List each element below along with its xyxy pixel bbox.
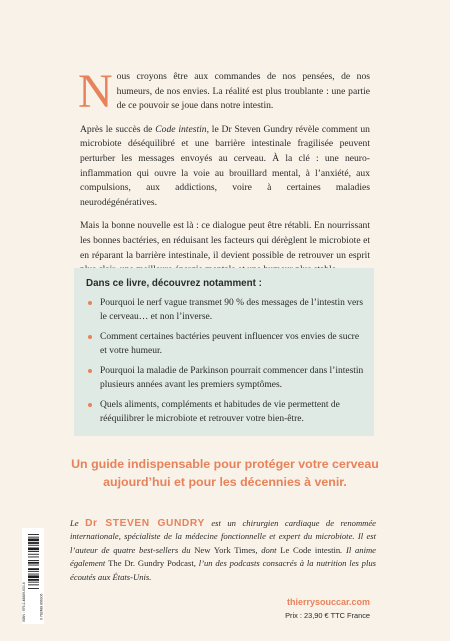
barcode-bar	[28, 545, 39, 546]
barcode-bar	[28, 574, 39, 575]
barcode-bar	[28, 562, 39, 564]
barcode-isbn: ISBN : 979-2-48889-630-6	[22, 582, 27, 622]
barcode-bar	[28, 542, 39, 544]
barcode-bar	[28, 551, 39, 552]
barcode-bar	[28, 548, 39, 551]
list-item-text: Comment certaines bactéries peuvent influencer vos envies de sucre et votre humeur.	[100, 332, 360, 356]
barcode-bar	[28, 557, 39, 558]
barcode-bar	[28, 584, 39, 585]
tagline-line-2: aujourd’hui et pour les décennies à venir.	[103, 475, 347, 489]
intro-text	[78, 65, 370, 278]
intro-third-paragraph: Mais la bonne nouvelle est là : ce dialogue peut être rétabli. En nourrissant les bonnes bactéries, en réduisant les facteurs qui dérèglent le microbiote et en réparant la barrière intestinale, il devient possible de retrouver un esprit	[80, 220, 370, 261]
tagline-line-1: Un guide indispensable pour protéger votre cerveau	[71, 457, 379, 471]
publisher-website[interactable]: thierrysouccar.com	[286, 597, 370, 607]
author-nyt: New York Times	[194, 544, 256, 555]
list-item	[86, 330, 368, 358]
tagline	[60, 455, 390, 491]
barcode-bar	[28, 560, 39, 561]
bullet-dot-icon	[88, 301, 92, 305]
para2-text-a: Après le succès de	[80, 123, 156, 135]
barcode-digits: 9 782488 896306	[39, 593, 44, 620]
barcode-bar	[28, 588, 39, 589]
barcode	[22, 528, 44, 624]
barcode-bar	[28, 575, 39, 578]
author-prefix: Le	[70, 518, 86, 528]
para2-book-title: Code intestin	[155, 123, 207, 135]
author-text-a: est un chirurgien cardiaque de renommée internationale, spécialiste de la médecine fonctionnelle et expert du microbiote. Il est l’auteur de quatre best-sellers du	[70, 518, 376, 555]
bullet-dot-icon	[88, 369, 92, 373]
highlights-title: Dans ce livre, découvrez notamment :	[86, 278, 262, 289]
bullet-dot-icon	[88, 335, 92, 339]
barcode-bar	[28, 579, 39, 581]
barcode-bar	[28, 534, 39, 535]
intro-first-text: ous croyons être aux commandes de nos pensées, de nos humeurs, de nos envies. La réalité est plus troublante : une partie de ce pouvoir se joue dans notre intestin.	[116, 71, 370, 112]
highlights-box	[74, 268, 374, 436]
barcode-bar	[28, 571, 39, 572]
barcode-graphic	[22, 528, 44, 624]
para2-text-b: , le Dr Steven Gundry révèle comment un microbiote déséquilibré et une barrière intestinale fragilisée peuvent perturber les messages envoyés au cerveau. À la clé : une neuro-inflammation qui ouvre la voie au brouillard mental, à l’anxiété, aux compulsions, aux addictions, voire à certaines maladies neurodégénératives.	[80, 123, 370, 208]
barcode-bar	[28, 539, 39, 542]
author-bio	[70, 517, 376, 584]
list-item-text: Quels aliments, compléments et habitudes de vie permettent de rééquilibrer le microbiote et retrouver votre bien-être.	[100, 400, 340, 424]
dropcap-letter: N	[78, 65, 113, 118]
author-name: Dr STEVEN GUNDRY	[85, 518, 205, 529]
list-item-text: Pourquoi la maladie de Parkinson pourrait commencer dans l’intestin plusieurs années avant les premiers symptômes.	[100, 366, 364, 390]
author-text-b: , dont	[255, 544, 281, 555]
price-label: Prix : 23,90 € TTC France	[285, 611, 370, 620]
barcode-bar	[28, 582, 39, 583]
intro-second-paragraph	[80, 123, 370, 211]
bullet-dot-icon	[88, 403, 92, 407]
highlights-list	[86, 296, 368, 432]
author-text-c: . Il anime également	[70, 544, 376, 569]
barcode-bar	[28, 554, 39, 555]
list-item	[86, 398, 368, 426]
author-book: Le Code intestin	[280, 544, 341, 555]
barcode-bar	[28, 565, 39, 566]
list-item	[86, 296, 368, 324]
list-item-text: Pourquoi le nerf vague transmet 90 % des messages de l’intestin vers le cerveau… et non l’inverse.	[100, 298, 364, 322]
barcode-bar	[28, 568, 39, 570]
intro-first-paragraph	[78, 65, 370, 118]
barcode-bar	[28, 537, 39, 538]
author-text-d: , l’un des podcasts consacrés à la nutrition les plus écoutés aux États-Unis.	[70, 558, 376, 582]
author-podcast: The Dr. Gundry Podcast	[108, 558, 194, 569]
list-item	[86, 364, 368, 392]
